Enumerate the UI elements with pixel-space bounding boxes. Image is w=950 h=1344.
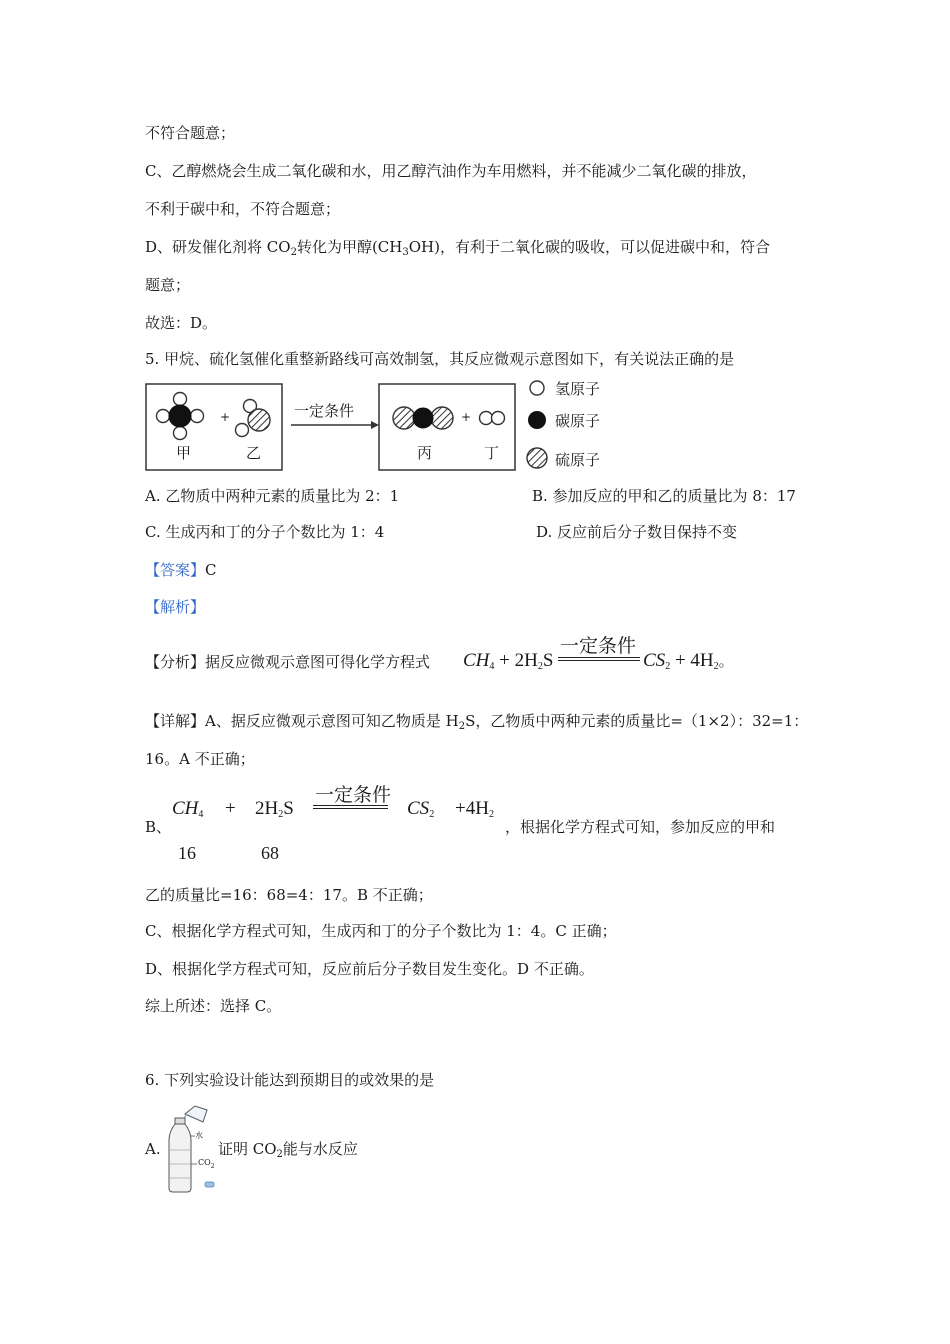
text-line: 乙的质量比=16：68=4：17。B 不正确； xyxy=(145,886,433,904)
analysis-tag: 【解析】 xyxy=(145,598,206,616)
plus-sign: + xyxy=(220,410,231,424)
bottle-water-label: 水 xyxy=(195,1131,203,1140)
bottle-co2-label: $CO_2$ xyxy=(198,1158,215,1170)
text-line: 不利于碳中和，不符合题意； xyxy=(145,200,341,218)
carbon-disulfide-molecule xyxy=(393,407,453,429)
legend-hydrogen-label: 氢原子 xyxy=(555,380,601,398)
equation-b-block: B、 $CH_4$ + $2H_2S$ 一定条件 $CS_2$ $+4H_2$ ，根据化学方程式可知，参加反应的甲和 16 68 xyxy=(145,784,776,863)
hydrogen-sulfide-molecule xyxy=(236,400,271,437)
label-bing: 丙 xyxy=(417,444,433,462)
label-ding: 丁 xyxy=(484,444,500,462)
text-line: 题意； xyxy=(145,276,191,294)
answer-tag: 【答案】 xyxy=(145,561,206,579)
answer-line xyxy=(145,559,217,581)
option-d: D. 反应前后分子数目保持不变 xyxy=(536,523,738,541)
plus-sign: + xyxy=(461,410,472,424)
reaction-diagram-svg xyxy=(145,378,625,473)
text-line: 16。A 不正确； xyxy=(145,750,255,768)
xiangjie-line: 【详解】A、据反应微观示意图可知乙物质是 $H_2S$，乙物质中两种元素的质量比=（1×2）：32=1： xyxy=(145,712,809,732)
legend-sulfur-label: 硫原子 xyxy=(555,451,601,469)
fenxi-line: 【分析】据反应微观示意图可得化学方程式 xyxy=(145,653,431,671)
legend-sulfur-icon xyxy=(527,448,547,468)
legend-hydrogen-icon xyxy=(530,381,544,395)
text-line: 不符合题意； xyxy=(145,124,236,142)
question-5-stem: 5. 甲烷、硫化氢催化重整新路线可高效制氢，其反应微观示意图如下，有关说法正确的是 xyxy=(145,350,735,368)
text-line: 故选：D。 xyxy=(145,314,218,332)
option-c: C. 生成丙和丁的分子个数比为 1：4 xyxy=(145,523,385,541)
label-yi: 乙 xyxy=(246,444,262,462)
answer-value: C xyxy=(205,561,217,579)
option-a-text: 证明 $CO_2$能与水反应 xyxy=(218,1140,358,1160)
fenxi-equation: $CH_4 + 2H_2S$ 一定条件 $CS_2 + 4H_2$。 xyxy=(463,635,734,672)
q6-option-a xyxy=(145,1100,445,1200)
option-a: A. 乙物质中两种元素的质量比为 2：1 xyxy=(145,487,400,505)
text-line: C、根据化学方程式可知，生成丙和丁的分子个数比为 1：4。C 正确； xyxy=(145,922,617,940)
text-line: D、根据化学方程式可知，反应前后分子数目发生变化。D 不正确。 xyxy=(145,960,594,978)
question-6-stem: 6. 下列实验设计能达到预期目的或效果的是 xyxy=(145,1071,435,1089)
text-line: D、研发催化剂将 $CO_2$转化为甲醇$(CH_3OH)$，有利于二氧化碳的吸收，可以促进碳中和，符合 xyxy=(145,238,770,258)
summary-line: 综上所述：选择 C。 xyxy=(145,997,282,1015)
legend-carbon-label: 碳原子 xyxy=(555,412,601,430)
condition-label: 一定条件 xyxy=(294,402,355,420)
label-jia: 甲 xyxy=(176,444,192,462)
hydrogen-molecule xyxy=(480,412,505,425)
methane-molecule xyxy=(157,393,204,440)
reaction-diagram xyxy=(145,378,625,473)
option-b: B. 参加反应的甲和乙的质量比为 8：17 xyxy=(532,487,796,505)
legend-carbon-icon xyxy=(528,411,546,429)
text-line: C、乙醇燃烧会生成二氧化碳和水，用乙醇汽油作为车用燃料，并不能减少二氧化碳的排放， xyxy=(145,162,757,180)
option-a-label: A. xyxy=(145,1140,161,1158)
